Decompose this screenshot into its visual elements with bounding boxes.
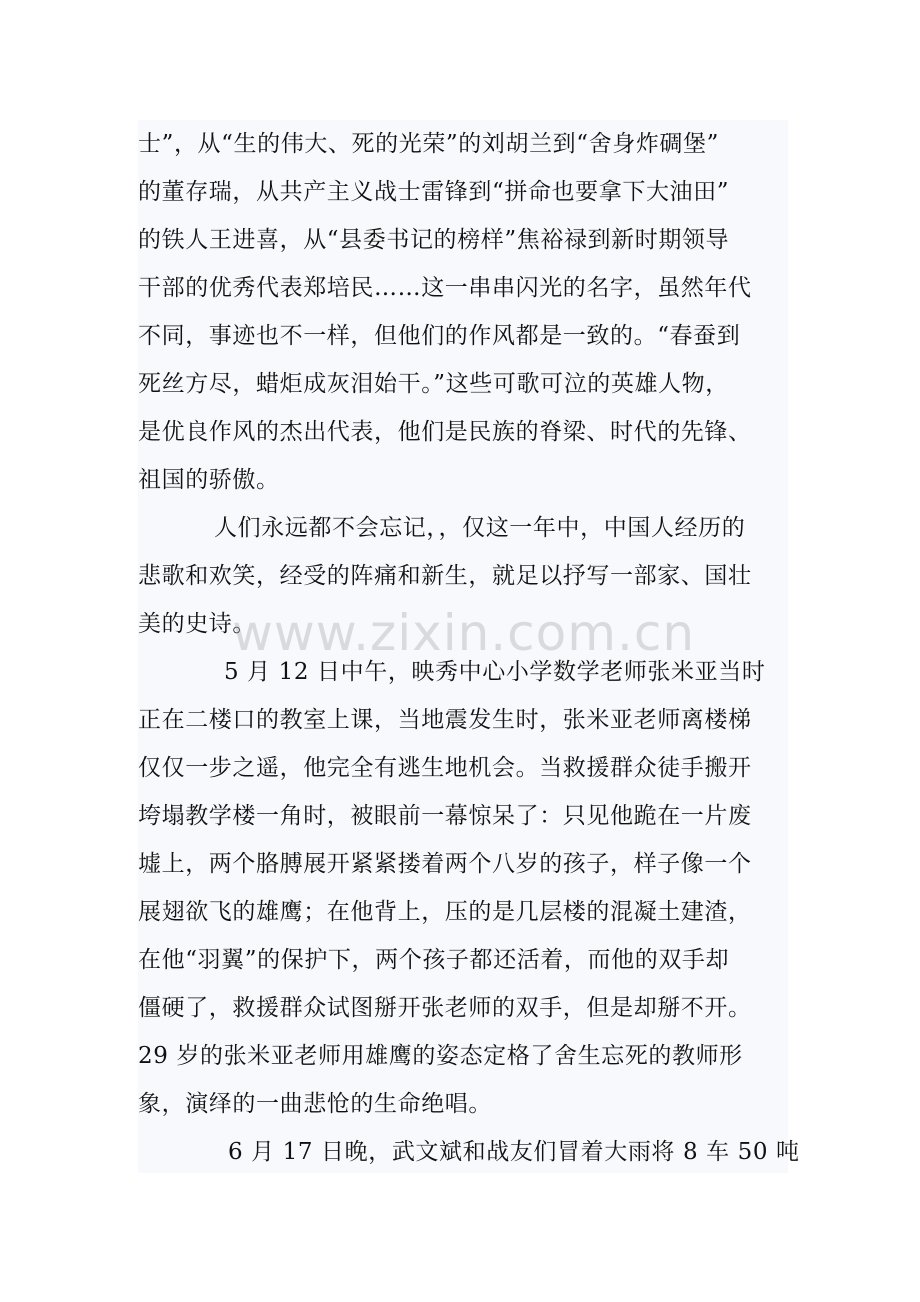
text-line: 的董存瑞，从共产主义战士雷锋到“拼命也要拿下大油田”: [138, 179, 730, 205]
document-text-block: [138, 120, 800, 1173]
text-line: 祖国的骄傲。: [138, 467, 280, 493]
text-line: 展翅欲飞的雄鹰；在他背上，压的是几层楼的混凝土建渣，: [138, 899, 752, 925]
text-line: 僵硬了，救援群众试图掰开张老师的双手，但是却掰不开。: [138, 995, 752, 1021]
text-line: 墟上，两个胳膊展开紧紧搂着两个八岁的孩子，样子像一个: [138, 851, 752, 877]
text-line: 在他“羽翼”的保护下，两个孩子都还活着，而他的双手却: [138, 947, 730, 973]
text-line: 是优良作风的杰出代表，他们是民族的脊梁、时代的先锋、: [138, 419, 752, 445]
text-line: 干部的优秀代表郑培民……这一串串闪光的名字，虽然年代: [138, 275, 752, 301]
text-line: 29 岁的张米亚老师用雄鹰的姿态定格了舍生忘死的教师形: [138, 1043, 743, 1069]
text-line: 不同，事迹也不一样，但他们的作风都是一致的。“春蚕到: [138, 323, 741, 349]
text-line: 的铁人王进喜，从“县委书记的榜样”焦裕禄到新时期领导: [138, 227, 730, 253]
text-line: 6 月 17 日晚，武文斌和战友们冒着大雨将 8 车 50 吨: [228, 1139, 800, 1165]
text-line: 人们永远都不会忘记，，仅这一年中，中国人经历的: [214, 515, 746, 541]
text-line: 死丝方尽，蜡炬成灰泪始干。”这些可歌可泣的英雄人物，: [138, 371, 729, 397]
text-line: 5 月 12 日中午，映秀中心小学数学老师张米亚当时: [224, 659, 766, 685]
text-line: 象，演绎的一曲悲怆的生命绝唱。: [138, 1091, 492, 1117]
text-line: 正在二楼口的教室上课，当地震发生时，张米亚老师离楼梯: [138, 707, 752, 733]
text-line: 士”，从“生的伟大、死的光荣”的刘胡兰到“舍身炸碉堡”: [138, 131, 719, 157]
text-line: 美的史诗。: [138, 611, 256, 637]
text-line: 仅仅一步之遥，他完全有逃生地机会。当救援群众徒手搬开: [138, 755, 752, 781]
text-line: 悲歌和欢笑，经受的阵痛和新生，就足以抒写一部家、国壮: [138, 563, 752, 589]
text-line: 垮塌教学楼一角时，被眼前一幕惊呆了：只见他跪在一片废: [138, 803, 752, 829]
watermark: www.zixin.com.cn: [232, 604, 696, 662]
